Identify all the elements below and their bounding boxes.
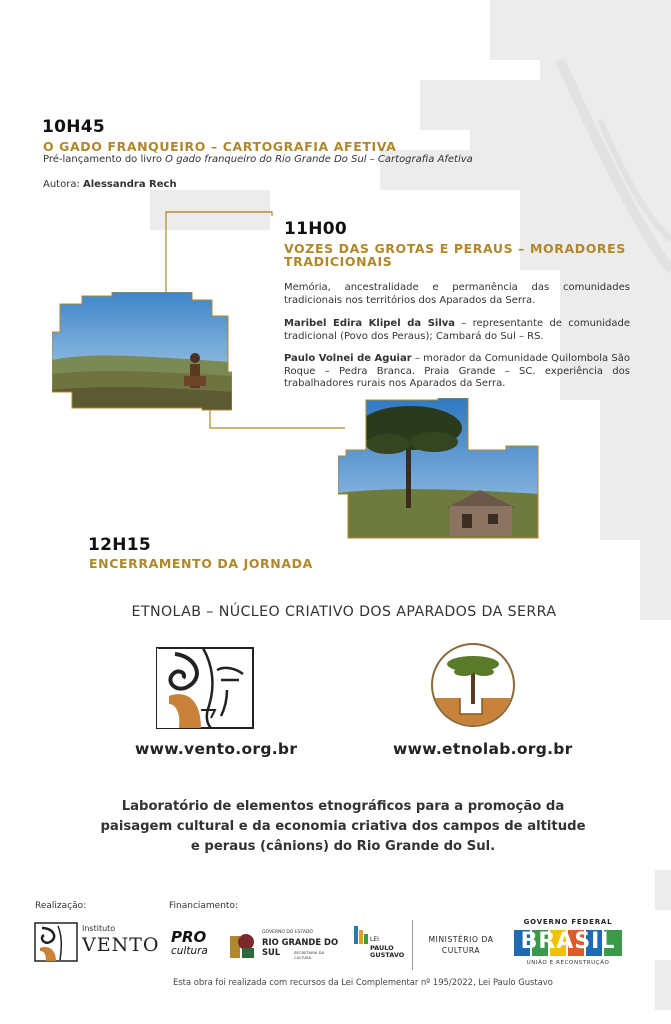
lpg-top: LEI: [370, 936, 379, 943]
realizacao-label: Realização:: [35, 901, 87, 911]
session3-title: ENCERRAMENTO DA JORNADA: [89, 556, 313, 571]
session2-title: VOZES DAS GROTAS E PERAUS – MORADORES TRADICIONAIS: [284, 241, 626, 269]
session1-author-label: Autora:: [43, 179, 84, 190]
session1-subtitle-prefix: Pré-lançamento do livro: [43, 154, 166, 165]
governo-federal-logo: [512, 918, 628, 970]
minc-line2: CULTURA: [441, 946, 481, 955]
rs-government-logo: [228, 928, 340, 966]
rs-sub-label: SECRETARIA DA CULTURA: [294, 950, 325, 960]
vento-logo: [155, 646, 255, 730]
lpg-bottom: GUSTAVO: [370, 951, 405, 959]
gov-brasil-label: BRASIL: [520, 929, 616, 954]
session1-title: O GADO FRANQUEIRO – CARTOGRAFIA AFETIVA: [43, 139, 397, 154]
etnolab-website-link[interactable]: www.etnolab.org.br: [393, 740, 573, 758]
speaker2-name: Paulo Volnei de Aguiar: [284, 353, 412, 364]
etnolab-heading: ETNOLAB – NÚCLEO CRIATIVO DOS APARADOS DA SERRA: [131, 604, 557, 620]
footer-divider: [412, 920, 413, 970]
procultura-logo: [171, 928, 217, 962]
procultura-top: PRO: [171, 928, 207, 946]
ministerio-cultura-logo: [420, 935, 502, 955]
session1-time: 10H45: [42, 117, 106, 137]
financiamento-label: Financiamento:: [169, 901, 238, 911]
session2-intro: Memória, ancestralidade e permanência das comunidades tradicionais nos territórios dos Aparados da Serra.: [284, 282, 630, 306]
lei-paulo-gustavo-logo: [352, 926, 404, 966]
lpg-mid: PAULO: [370, 944, 394, 952]
vento-website-link[interactable]: www.vento.org.br: [135, 740, 298, 758]
vento-mark-icon: [34, 922, 78, 962]
session2-time: 11H00: [284, 219, 348, 239]
rs-small-label: GOVERNO DO ESTADO: [262, 930, 313, 935]
instituto-vento-logo: [34, 922, 160, 962]
minc-line1: MINISTÉRIO DA: [428, 935, 494, 944]
etnolab-description: Laboratório de elementos etnográficos para a promoção da paisagem cultural e da economia criativa dos campos de altitude e peraus (cânions) do Rio Grande do Sul.: [100, 799, 586, 854]
photo-gaucho-field: [52, 292, 232, 412]
law-note: Esta obra foi realizada com recursos da Lei Complementar nº 195/2022, Lei Paulo Gustavo: [173, 977, 553, 987]
lpg-mark-icon: [354, 926, 368, 944]
session2-speaker2: [284, 353, 630, 391]
gov-bottom-label: UNIÃO E RECONSTRUÇÃO: [526, 960, 610, 966]
speaker1-desc: – representante de comunidade tradicional (Povo dos Peraus); Cambará do Sul – RS.: [284, 318, 630, 342]
vento-big-label: VENTO: [82, 934, 160, 956]
photo-araucaria-house: [338, 398, 540, 540]
vento-small-label: Instituto: [82, 924, 116, 933]
speaker2-desc: – morador da Comunidade Quilombola São Roque – Pedra Branca. Praia Grande – SC. experiência dos trabalhadores rurais nos Aparados da Serra.: [284, 353, 630, 389]
rs-big-label: RIO GRANDE DO SUL: [262, 937, 339, 957]
session1-author-name: Alessandra Rech: [83, 179, 177, 190]
procultura-bottom: cultura: [171, 945, 208, 957]
session1-book-title: O gado franqueiro do Rio Grande Do Sul – Cartografia Afetiva: [165, 154, 473, 165]
etnolab-logo: [430, 642, 516, 728]
gov-top-label: GOVERNO FEDERAL: [523, 918, 613, 926]
speaker1-name: Maribel Edira Klipel da Silva: [284, 318, 456, 329]
session3-time: 12H15: [88, 535, 152, 555]
session2-speaker1: [284, 318, 630, 343]
rs-mark-icon: [228, 930, 258, 960]
